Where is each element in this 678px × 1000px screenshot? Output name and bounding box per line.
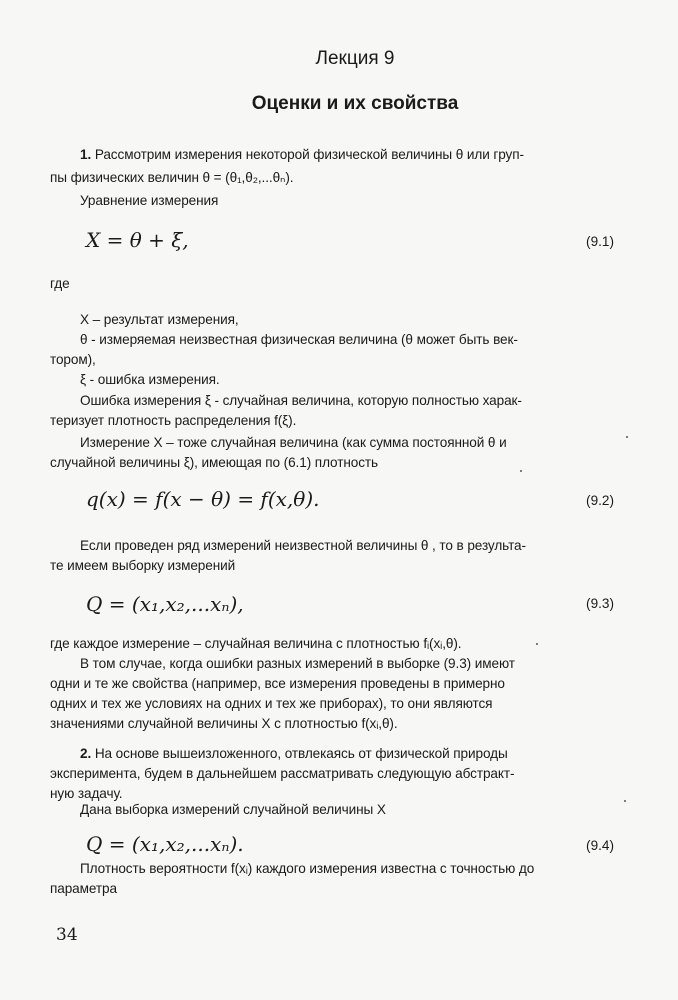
equation-9-4: Q = (x₁,x₂,...xₙ). — [86, 832, 244, 856]
equation-number: (9.3) — [586, 596, 614, 611]
paragraph-1-line-1 — [80, 145, 524, 165]
paragraph-5-line-3: одни и те же свойства (например, все измерения проведены в примерно — [50, 676, 505, 691]
paragraph-5-line-4: одних и тех же условиях на одних и тех же приборах), то они являются — [50, 696, 493, 711]
section-title: Оценки и их свойства — [251, 93, 459, 114]
paragraph-2-line-1: Ошибка измерения ξ - случайная величина, которую полностью харак- — [80, 393, 522, 408]
scan-speck — [536, 643, 538, 645]
scan-speck — [520, 470, 522, 472]
paragraph-4-line-2: те имеем выборку измерений — [50, 558, 236, 573]
equation-9-2: q(x) = f(x − θ) = f(x,θ). — [86, 487, 320, 511]
equation-number: (9.2) — [586, 493, 614, 508]
paragraph-text: Рассмотрим измерения некоторой физической величины θ или груп- — [94, 147, 524, 162]
equation-number: (9.4) — [586, 838, 614, 853]
paragraph-5-line-2: В том случае, когда ошибки разных измерений в выборке (9.3) имеют — [80, 656, 515, 671]
equation-9-3: Q = (x₁,x₂,...xₙ), — [86, 592, 244, 616]
paragraph-7-line-2: параметра — [50, 881, 117, 896]
definition-theta-line-2: тором), — [50, 352, 96, 367]
paragraph-5-line-5: значениями случайной величины X с плотностью f(xᵢ,θ). — [50, 716, 398, 731]
paragraph-4-line-1: Если проведен ряд измерений неизвестной величины θ , то в результа- — [80, 538, 526, 553]
where-label: где — [50, 276, 70, 291]
paragraph-3-line-1: Измерение X – тоже случайная величина (как сумма постоянной θ и — [80, 435, 507, 450]
equation-9-1: X = θ + ξ, — [86, 228, 189, 252]
paragraph-6-line-4: Дана выборка измерений случайной величины X — [80, 802, 386, 817]
paragraph-number: 1. — [80, 147, 92, 162]
paragraph-6-line-2: эксперимента, будем в дальнейшем рассматривать следующую абстракт- — [50, 766, 515, 781]
scan-speck — [624, 800, 626, 802]
paragraph-7-line-1: Плотность вероятности f(xᵢ) каждого измерения известна с точностью до — [80, 861, 535, 876]
paragraph-2-line-2: теризует плотность распределения f(ξ). — [50, 413, 297, 428]
definition-theta-line-1: θ - измеряемая неизвестная физическая величина (θ может быть век- — [80, 332, 518, 347]
paragraph-number: 2. — [80, 746, 92, 761]
paragraph-5-line-1: где каждое измерение – случайная величина с плотностью fᵢ(xᵢ,θ). — [50, 636, 462, 651]
paragraph-6-line-3: ную задачу. — [50, 786, 123, 801]
paragraph-1-line-2: пы физических величин θ = (θ₁,θ₂,...θₙ). — [50, 170, 294, 185]
equation-number: (9.1) — [586, 234, 614, 249]
page-number: 34 — [56, 925, 78, 945]
paragraph-6-line-1 — [80, 744, 508, 764]
lecture-heading: Лекция 9 — [315, 48, 395, 69]
definition-x: X – результат измерения, — [80, 312, 239, 327]
paragraph-1-line-3: Уравнение измерения — [80, 193, 219, 208]
scan-speck — [626, 436, 628, 438]
paragraph-text: На основе вышеизложенного, отвлекаясь от физической природы — [94, 746, 508, 761]
definition-xi: ξ - ошибка измерения. — [80, 372, 220, 387]
paragraph-3-line-2: случайной величины ξ), имеющая по (6.1) плотность — [50, 455, 379, 470]
